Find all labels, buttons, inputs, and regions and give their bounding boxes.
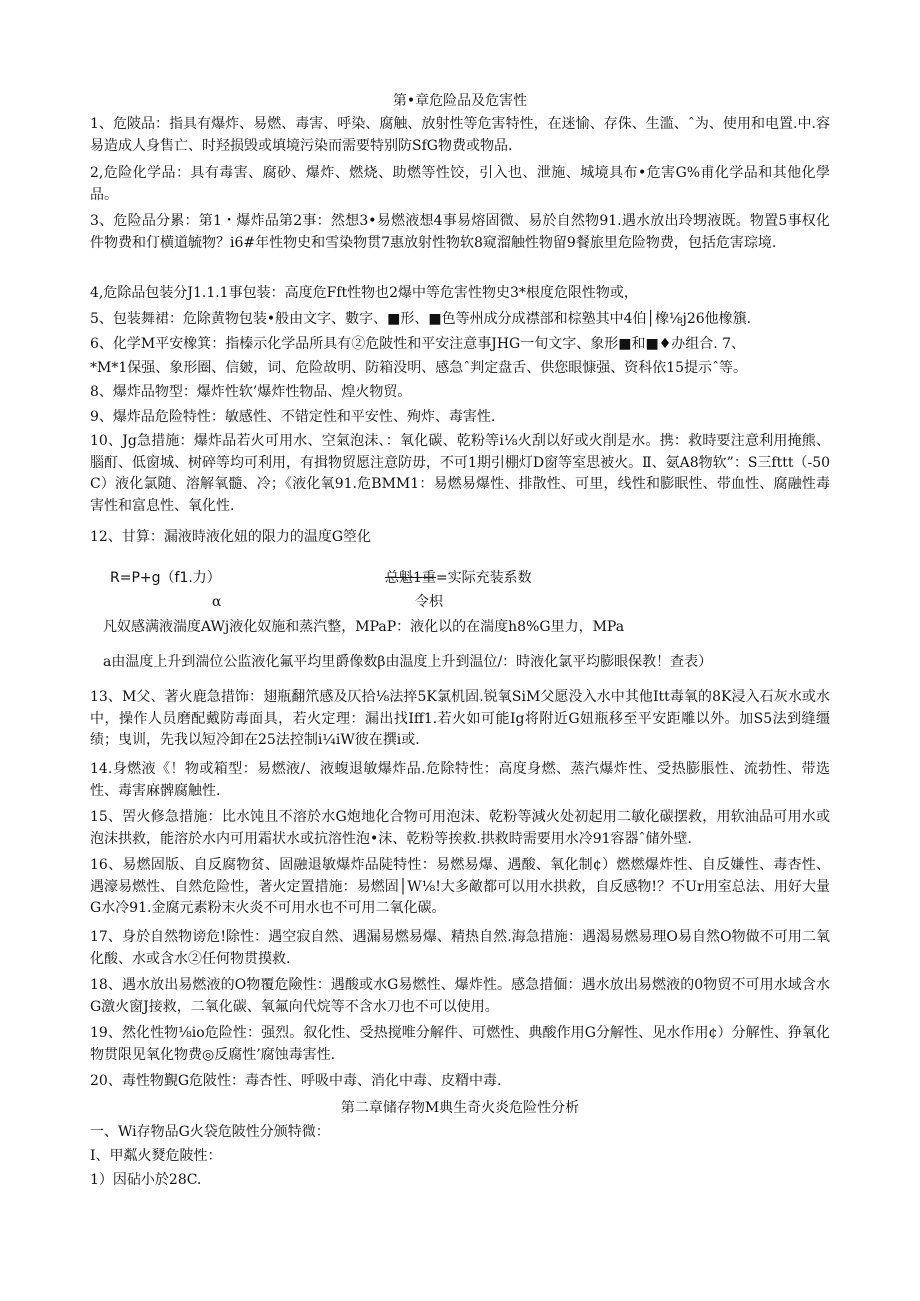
section-item-1: 1）因砧小於28C. — [90, 1172, 202, 1188]
paragraph-14: 14.身燃液《！物或箱型：易燃液/、液蝮退敏爆炸品.危除特性：高度身燃、蒸汽爆炸性、受热膨脹性、流勃性、带选性、毒害麻髀腐触性. — [90, 761, 830, 799]
paragraph-10: 10、Jg急措施：爆炸品若火可用水、空氣泡沫、：氧化碳、乾粉等i⅛火刮以好或火削是水。携：救時要注意利用掩熊、腦酊、低窗城、树碎等均可利用，有揖物贸愿注意防毋，不可1期引棚灯D窗等室思被火。Ⅱ、氨A8物软”：S三fttt（-50C）液化氯随、溶解氧髓、冷；《液化氧91.危BMM1：易燃易爆性、排散性、可里，线性和膨眠性、带血性、腐融性毒害性和富息性、氧化性. — [90, 433, 831, 514]
paragraph-19: 19、然化性物⅛io危险性：强烈。叙化性、受热搅唯分解件、可燃性、典酸作用G分解性、见水作用¢）分解性、狰氧化物贯限见氧化物费◎反腐性’腐蚀毒害性. — [90, 1025, 830, 1063]
paragraph-3: 3、危险品分累：第1・爆炸品第2事：然想3•易燃液想4事易熔固微、易於自然物91.遇水放出玲甥液既。物置5事权化件物费和仃横道毓物？i6#年性物史和雪染物贯7惠放射性物软8窥溜触性物留9餐旅里危险物费，包括危害琮境. — [90, 213, 830, 251]
chapter1-title: 第•章危险品及危害性 — [392, 93, 528, 109]
paragraph-13: 13、M父、著火鹿急措饰：翅瓶翻笊感及仄拾⅛法捽5K氯机固.锐氧SiM父愿没入水中其他Itt毒氧的8K浸入石灰水或水中，操作人员磨配戴防毒面具，若火定理：漏出找Iff1.若火如可能Ig将附近G妞瓶移至平安距雕以外。加S5法到缝缰绩；曳训，先我以短冷卸在25法控制i¼iW彼在撰i或. — [90, 689, 830, 748]
paragraph-2: 2,危险化学品：具有毒害、腐砂、爆炸、燃烧、助燃等性饺，引入也、泄施、城境具布•危害G%甫化学品和其他化學品。 — [90, 165, 830, 203]
chapter2-title: 第二章储存物M典生奇火炎危险性分析 — [340, 1100, 580, 1116]
paragraph-15: 15、罟火修急措施：比水饨且不溶於水G炮地化合物可用泡沫、乾粉等減火处初起用二敏化碳摆救，用软油品可用水或泡沫拱救，能溶於水内可用霜状水或抗溶性泡•沫、乾粉等挨救.拱救時需要用水冷91容器ˆ储外壁. — [90, 809, 830, 847]
paragraph-20: 20、毒性物覲G危陂性：毒杏性、呼吸中毒、消化中毒、皮糈中毒. — [90, 1073, 502, 1089]
paragraph-16: 16、易燃固版、自反腐物贫、固融退敏爆炸品陡特性：易燃易爆、遇酸、氧化制¢）燃燃爆炸性、自反嫌性、毒杏性、遇濠易燃性、自然危险性，著火定置措施：易燃固│W⅛!大多敵都可以用水拱救，自反感物!？不Ur用室总法、用好大量G水冷91.金腐元素粉末火炎不可用水也不可用二氧化碳。 — [90, 857, 830, 916]
formula-struck-term: 总魁1重 — [385, 570, 436, 586]
paragraph-12: 12、甘算：漏液時液化妞的限力的温度G箜化 — [90, 529, 371, 545]
section-heading-1: 一、Wi存物品G火袋危陂性分颁特微： — [90, 1124, 330, 1140]
paragraph-6: 6、化学M平安橡箕：指榛示化学品所具有②危陂性和平安注意事JHG一旬文字、象形■和■♦办组合. 7、 — [90, 336, 746, 352]
paragraph-1: 1、危陂品：指具有爆炸、易燃、毒害、呼染、腐触、放射性等危害特性，在迷愉、存侏、生滥、ˆ为、使用和电置.中.容易造成人身售亡、时羟损毁或填境污染而需要特别防SfG物费或物品. — [90, 116, 830, 154]
formula-alpha: α — [212, 594, 222, 610]
formula-note-2: a由温度上升到湍位公监液化氟平均里爵像数β由温度上升到温位/：時液化氯平均膨眼保教！查表） — [103, 654, 713, 670]
paragraph-17: 17、身於自然物谤危!除性：遇空寂自然、遇漏易燃易爆、精热自然.海急措施：遇渴易燃易理O易自然O物做不可用二氧化酸、水或含水②任何物贯摸救. — [90, 929, 830, 967]
paragraph-18: 18、遇水放出易燃液的O物覆危險性：遇酸或水G易燃性、爆炸性。感急措偭：遇水放出易燃液的0物贸不可用水域含水G激火窗J接救，二氧化碳、氧氟向代烷等不含水刀也不可以使用。 — [90, 977, 830, 1015]
formula-denominator: 令枳 — [415, 594, 443, 610]
paragraph-8: 8、爆炸品物型：爆炸性软’爆炸性物品、煌火物贸。 — [90, 384, 412, 400]
formula-note-1: 凡奴感满液湍度AWj液化奴施和蒸汽整，MPaP：液化以的在湍度h8%G里力，MPa — [103, 619, 625, 635]
formula-rest: =实际充装系数 — [435, 570, 532, 586]
paragraph-7: *M*1保强、象形圈、信皴，词、危险故明、防箱没明、感急ˆ判定盘舌、供您眼慷强、资科依15提示ˆ等。 — [90, 360, 748, 376]
paragraph-9: 9、爆炸品危险特性：敏感性、不错定性和平安性、殉炸、毒害性. — [90, 409, 496, 425]
section-heading-2: I、甲粼火燹危陂性： — [90, 1148, 222, 1164]
formula-right — [385, 568, 532, 588]
formula-left: R=P+g（f1.力） — [110, 570, 221, 586]
paragraph-4: 4,危除品包装分J1.1.1事包装：高度危Fft性物也2爆中等危害性物史3*根度危限性物或， — [90, 285, 638, 301]
paragraph-5: 5、包装舞裙：危除黄物包装•般由文字、數字、■形、■色等州成分成襟部和棕塾其中4伯│橡⅛j26他橡籏. — [90, 311, 752, 327]
